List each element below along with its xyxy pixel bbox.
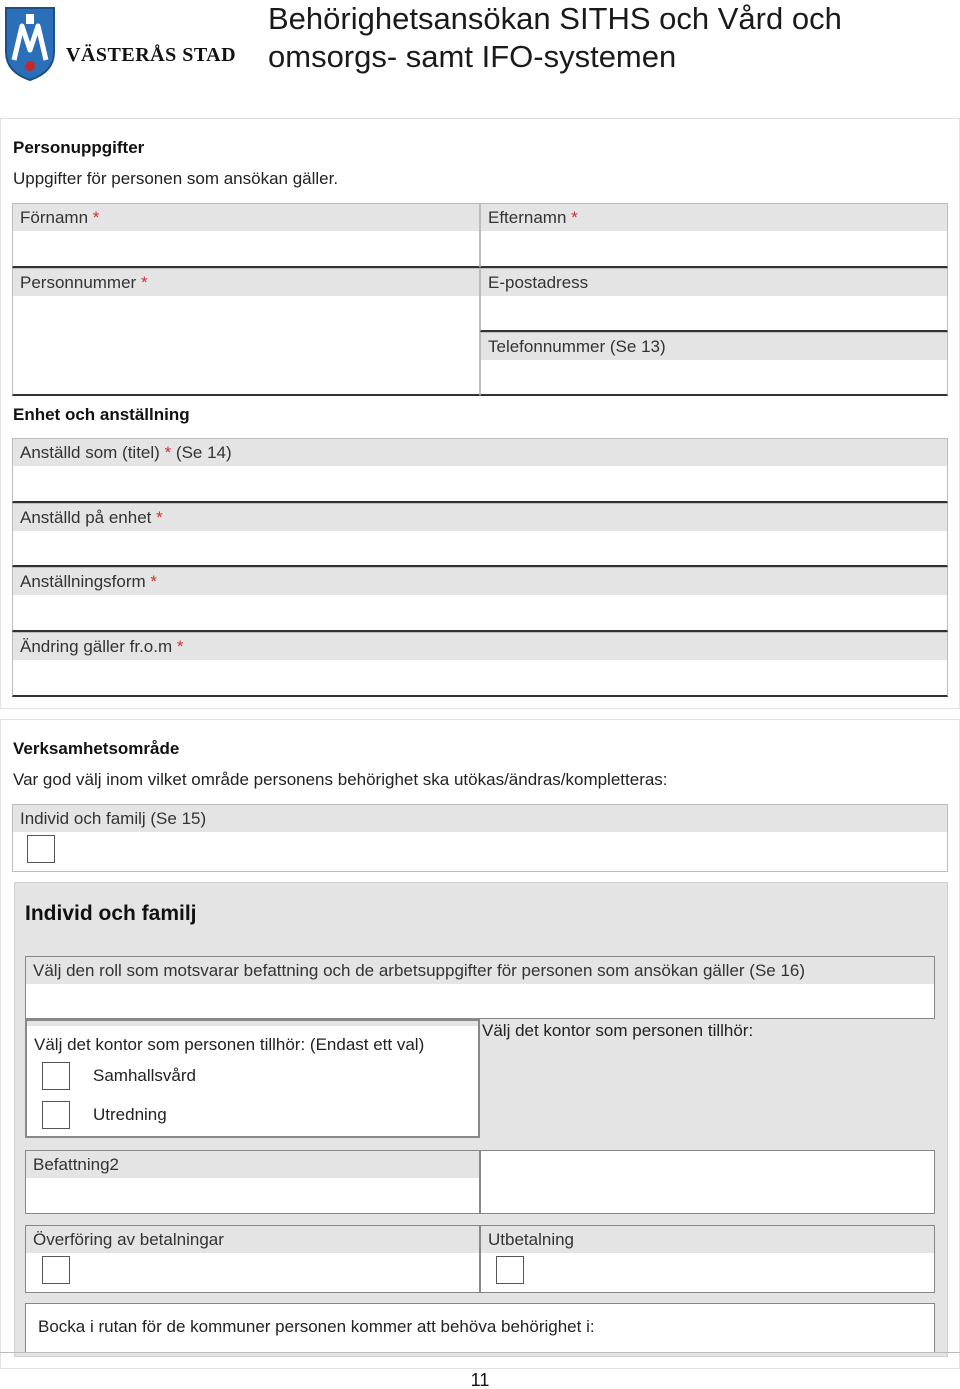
efternamn-field[interactable] — [480, 203, 948, 268]
individ-familj-label: Individ och familj (Se 15) — [13, 805, 947, 832]
footer-divider — [0, 1352, 960, 1353]
utredning-label: Utredning — [93, 1105, 167, 1124]
overforing-checkbox[interactable] — [42, 1256, 70, 1284]
enhet-label: Anställd på enhet * — [13, 504, 947, 531]
page-number: 11 — [470, 1370, 490, 1389]
kontor-right-label: Välj det kontor som personen tillhör: — [482, 1021, 754, 1040]
anstallningsform-label: Anställningsform * — [13, 568, 947, 595]
andring-field[interactable] — [12, 632, 948, 697]
roll-field[interactable] — [25, 956, 935, 1019]
telefon-input[interactable] — [481, 360, 947, 394]
utbetalning-field — [480, 1225, 935, 1293]
enhet-heading: Enhet och anställning — [13, 405, 190, 424]
document-title-line-2: omsorgs- samt IFO-systemen — [268, 39, 677, 74]
personnummer-label: Personnummer * — [13, 269, 479, 296]
individ-familj-field — [12, 804, 948, 872]
utredning-checkbox[interactable] — [42, 1101, 70, 1129]
telefon-field[interactable] — [480, 332, 948, 396]
logo-text: VÄSTERÅS STAD — [66, 44, 237, 66]
titel-field[interactable] — [12, 438, 948, 503]
epost-input[interactable] — [481, 296, 947, 330]
individ-familj-checkbox[interactable] — [27, 835, 55, 863]
anstallningsform-input[interactable] — [13, 595, 947, 630]
samhallsvard-checkbox[interactable] — [42, 1062, 70, 1090]
document-title-line-1: Behörighetsansökan SITHS och Vård och — [268, 1, 842, 36]
befattning2-label: Befattning2 — [26, 1151, 479, 1178]
andring-input[interactable] — [13, 660, 947, 695]
befattning2-field[interactable] — [25, 1150, 480, 1214]
verksamhet-subtitle: Var god välj inom vilket område personens behörighet ska utökas/ändras/kompletteras: — [13, 770, 668, 789]
titel-label: Anställd som (titel) * (Se 14) — [13, 439, 947, 466]
ifo-title: Individ och familj — [25, 902, 197, 925]
document-title — [268, 0, 842, 76]
verksamhet-heading: Verksamhetsområde — [13, 739, 180, 758]
samhallsvard-label: Samhallsvård — [93, 1066, 196, 1085]
fornamn-label: Förnamn * — [13, 204, 479, 231]
utbetalning-checkbox[interactable] — [496, 1256, 524, 1284]
titel-input[interactable] — [13, 466, 947, 501]
overforing-field — [25, 1225, 480, 1293]
personnummer-field[interactable] — [12, 268, 480, 396]
overforing-label: Överföring av betalningar — [26, 1226, 479, 1253]
andring-label: Ändring gäller fr.o.m * — [13, 633, 947, 660]
personuppgifter-subtitle: Uppgifter för personen som ansökan gäller. — [13, 169, 339, 188]
kontor-left-label: Välj det kontor som personen tillhör: (Endast ett val) — [34, 1035, 425, 1054]
anstallningsform-field[interactable] — [12, 567, 948, 632]
befattning2-input[interactable] — [26, 1178, 479, 1213]
efternamn-input[interactable] — [481, 231, 947, 266]
roll-label: Välj den roll som motsvarar befattning och de arbetsuppgifter för personen som ansökan gäller (Se 16) — [26, 957, 934, 984]
enhet-input[interactable] — [13, 531, 947, 565]
vasteras-coat-of-arms-logo — [2, 4, 58, 82]
epost-label: E-postadress — [481, 269, 947, 296]
telefon-label: Telefonnummer (Se 13) — [481, 333, 947, 360]
befattning2-right-cell — [480, 1150, 935, 1214]
kommuner-label: Bocka i rutan för de kommuner personen kommer att behöva behörighet i: — [38, 1317, 595, 1336]
personnummer-input[interactable] — [13, 296, 479, 394]
fornamn-field[interactable] — [12, 203, 480, 268]
enhet-field[interactable] — [12, 503, 948, 567]
personuppgifter-heading: Personuppgifter — [13, 138, 145, 157]
epost-field[interactable] — [480, 268, 948, 332]
fornamn-input[interactable] — [13, 231, 479, 266]
roll-input[interactable] — [26, 984, 934, 1018]
efternamn-label: Efternamn * — [481, 204, 947, 231]
utbetalning-label: Utbetalning — [481, 1226, 934, 1253]
